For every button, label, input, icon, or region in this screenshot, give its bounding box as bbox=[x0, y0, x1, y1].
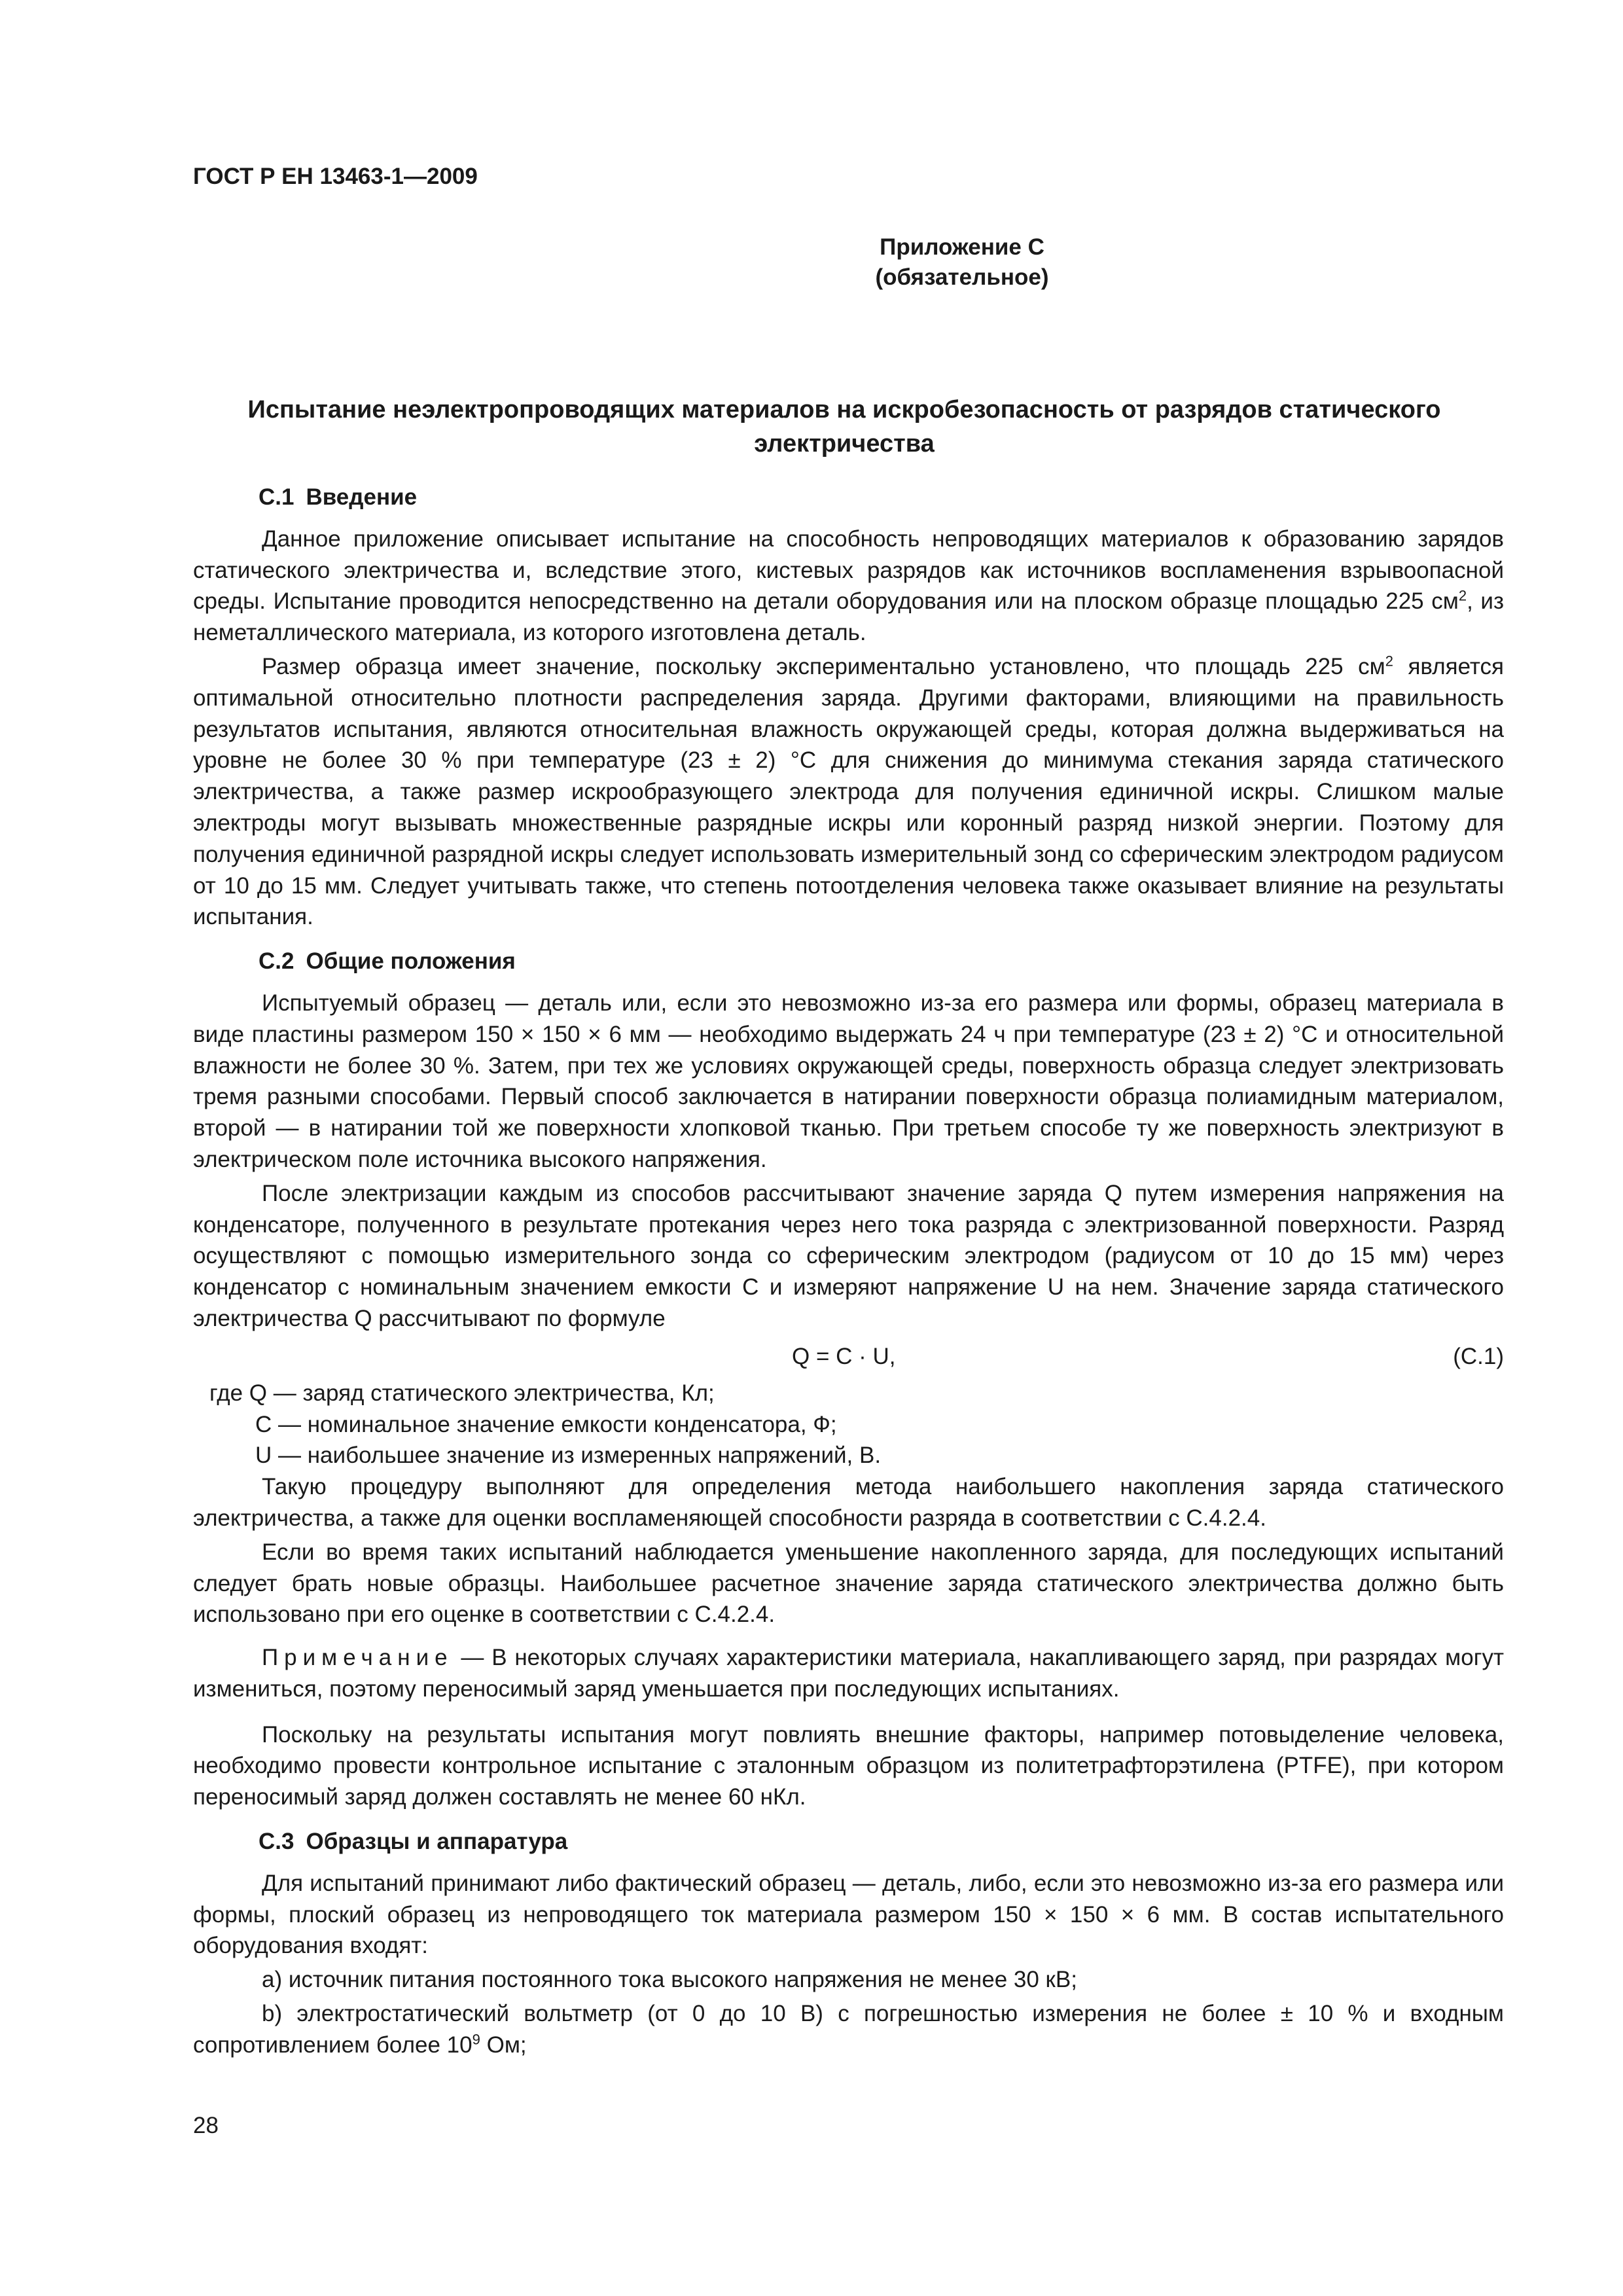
legend-line: где Q — заряд статического электричества, Кл; bbox=[209, 1380, 715, 1406]
paragraph: Если во время таких испытаний наблюдается уменьшение накопленного заряда, для последующих испытаний следует брать новые образцы. Наибольшее расчетное значение заряда статического электричества должно быть использовано при его оценке в соответствии с С.4.2.4. bbox=[193, 1539, 1504, 1628]
list-item: a) источник питания постоянного тока высокого напряжения не менее 30 кВ; bbox=[262, 1967, 1077, 1993]
section-number: С.3 bbox=[259, 1829, 294, 1855]
section-number: С.1 bbox=[259, 484, 294, 510]
paragraph: Испытуемый образец — деталь или, если это невозможно из-за его размера или формы, образец материала в виде пластины размером 150 × 150 × 6 мм — необходимо выдержать 24 ч при температуре (23 ± 2) °С и относительной влажности не более 30 %. Затем, при тех же условиях окружающей среды, поверхность образца следует электризовать тремя разными способами. Первый способ заключается в натирании поверхности образца полиамидным материалом, второй — в натирании той же поверхности хлопковой тканью. При третьем способе ту же поверхность электризуют в электрическом поле источника высокого напряжения. bbox=[193, 990, 1504, 1172]
formula bbox=[193, 1341, 1504, 1378]
superscript: 9 bbox=[472, 2031, 480, 2048]
list-item bbox=[193, 1998, 1504, 2061]
superscript: 2 bbox=[1385, 653, 1393, 670]
legend-line: U — наибольшее значение из измеренных напряжений, В. bbox=[255, 1443, 882, 1469]
section-title: Образцы и аппаратура bbox=[306, 1829, 568, 1855]
note-label: Примечание bbox=[262, 1645, 454, 1671]
document-body bbox=[193, 482, 1504, 2064]
page-number: 28 bbox=[193, 2113, 219, 2138]
section-title: Введение bbox=[306, 484, 418, 510]
legend-line: C — номинальное значение емкости конденсатора, Ф; bbox=[255, 1411, 837, 1437]
section-number: С.2 bbox=[259, 948, 294, 975]
list-item-text: b) электростатический вольтметр (от 0 до 10 В) с погрешностью измерения не более ± 10 % и входным сопротивлением более 10 bbox=[193, 2001, 1504, 2058]
annex-name: Приложение С bbox=[880, 234, 1044, 260]
paragraph-text: , из неметаллического материала, из которого изготовлена деталь. bbox=[193, 588, 1504, 646]
annex-title: Испытание неэлектропроводящих материалов на искробезопасность от разрядов статического электричества bbox=[247, 396, 1441, 457]
paragraph: Для испытаний принимают либо фактический образец — деталь, либо, если это невозможно из-за его размера или формы, плоский образец из непроводящего ток материала размером 150 × 150 × 6 мм. В состав испытательного оборудования входят: bbox=[193, 1870, 1504, 1959]
section-heading-c2 bbox=[193, 946, 1504, 977]
section-heading-c1 bbox=[193, 482, 1504, 513]
section-title: Общие положения bbox=[306, 948, 516, 975]
formula-legend bbox=[193, 1378, 1504, 1471]
paragraph-text: Размер образца имеет значение, поскольку экспериментально установлено, что площадь 225 см bbox=[262, 653, 1385, 679]
paragraph-text: Данное приложение описывает испытание на способность непроводящих материалов к образованию зарядов статического электричества и, вследствие этого, кистевых разрядов как источников воспламенения взрывоопасной среды. Испытание проводится непосредственно на детали оборудования или на плоском образце площадью 225 см bbox=[193, 526, 1504, 615]
paragraph bbox=[193, 651, 1504, 933]
formula-expression: Q = C · U, bbox=[792, 1343, 896, 1369]
formula-number: (С.1) bbox=[1453, 1343, 1504, 1369]
paragraph: После электризации каждым из способов рассчитывают значение заряда Q путем измерения напряжения на конденсаторе, полученного в результате протекания через него тока разряда с электризованной поверхности. Разряд осуществляют с помощью измерительного зонда со сферическим электродом (радиусом от 10 до 15 мм) через конденсатор с номинальным значением емкости С и измеряют напряжение U на нем. Значение заряда статического электричества Q рассчитывают по формуле bbox=[193, 1180, 1504, 1331]
annex-status: (обязательное) bbox=[875, 264, 1049, 290]
list-item-text: Ом; bbox=[480, 2032, 527, 2058]
note-text: — В некоторых случаях характеристики материала, накапливающего заряд, при разрядах могут измениться, поэтому переносимый заряд уменьшается при последующих испытаниях. bbox=[193, 1645, 1504, 1702]
note bbox=[193, 1642, 1504, 1705]
paragraph: Такую процедуру выполняют для определения метода наибольшего накопления заряда статического электричества, а также для оценки воспламеняющей способности разряда в соответствии с С.4.2.4. bbox=[193, 1474, 1504, 1531]
paragraph: Поскольку на результаты испытания могут повлиять внешние факторы, например потовыделение человека, необходимо провести контрольное испытание с эталонным образцом из политетрафторэтилена (PTFE), при котором переносимый заряд должен составлять не менее 60 нКл. bbox=[193, 1721, 1504, 1810]
paragraph-text: является оптимальной относительно плотности распределения заряда. Другими факторами, влияющими на правильность результатов испытания, являются относительная влажность окружающей среды, которая должна выдерживаться на уровне не более 30 % при температуре (23 ± 2) °С для снижения до минимума стекания заряда статического электричества, а также размер искрообразующего электрода для получения единичной искры. Слишком малые электроды могут вызывать множественные разрядные искры или коронный разряд низкой энергии. Поэтому для получения единичной разрядной искры следует использовать измерительный зонд со сферическим электродом радиусом от 10 до 15 мм. Следует учитывать также, что степень потоотделения человека также оказывает влияние на результаты испытания. bbox=[193, 653, 1504, 930]
section-heading-c3 bbox=[193, 1826, 1504, 1857]
paragraph bbox=[193, 524, 1504, 649]
superscript: 2 bbox=[1458, 587, 1467, 604]
standard-code: ГОСТ Р ЕН 13463-1—2009 bbox=[193, 164, 478, 189]
